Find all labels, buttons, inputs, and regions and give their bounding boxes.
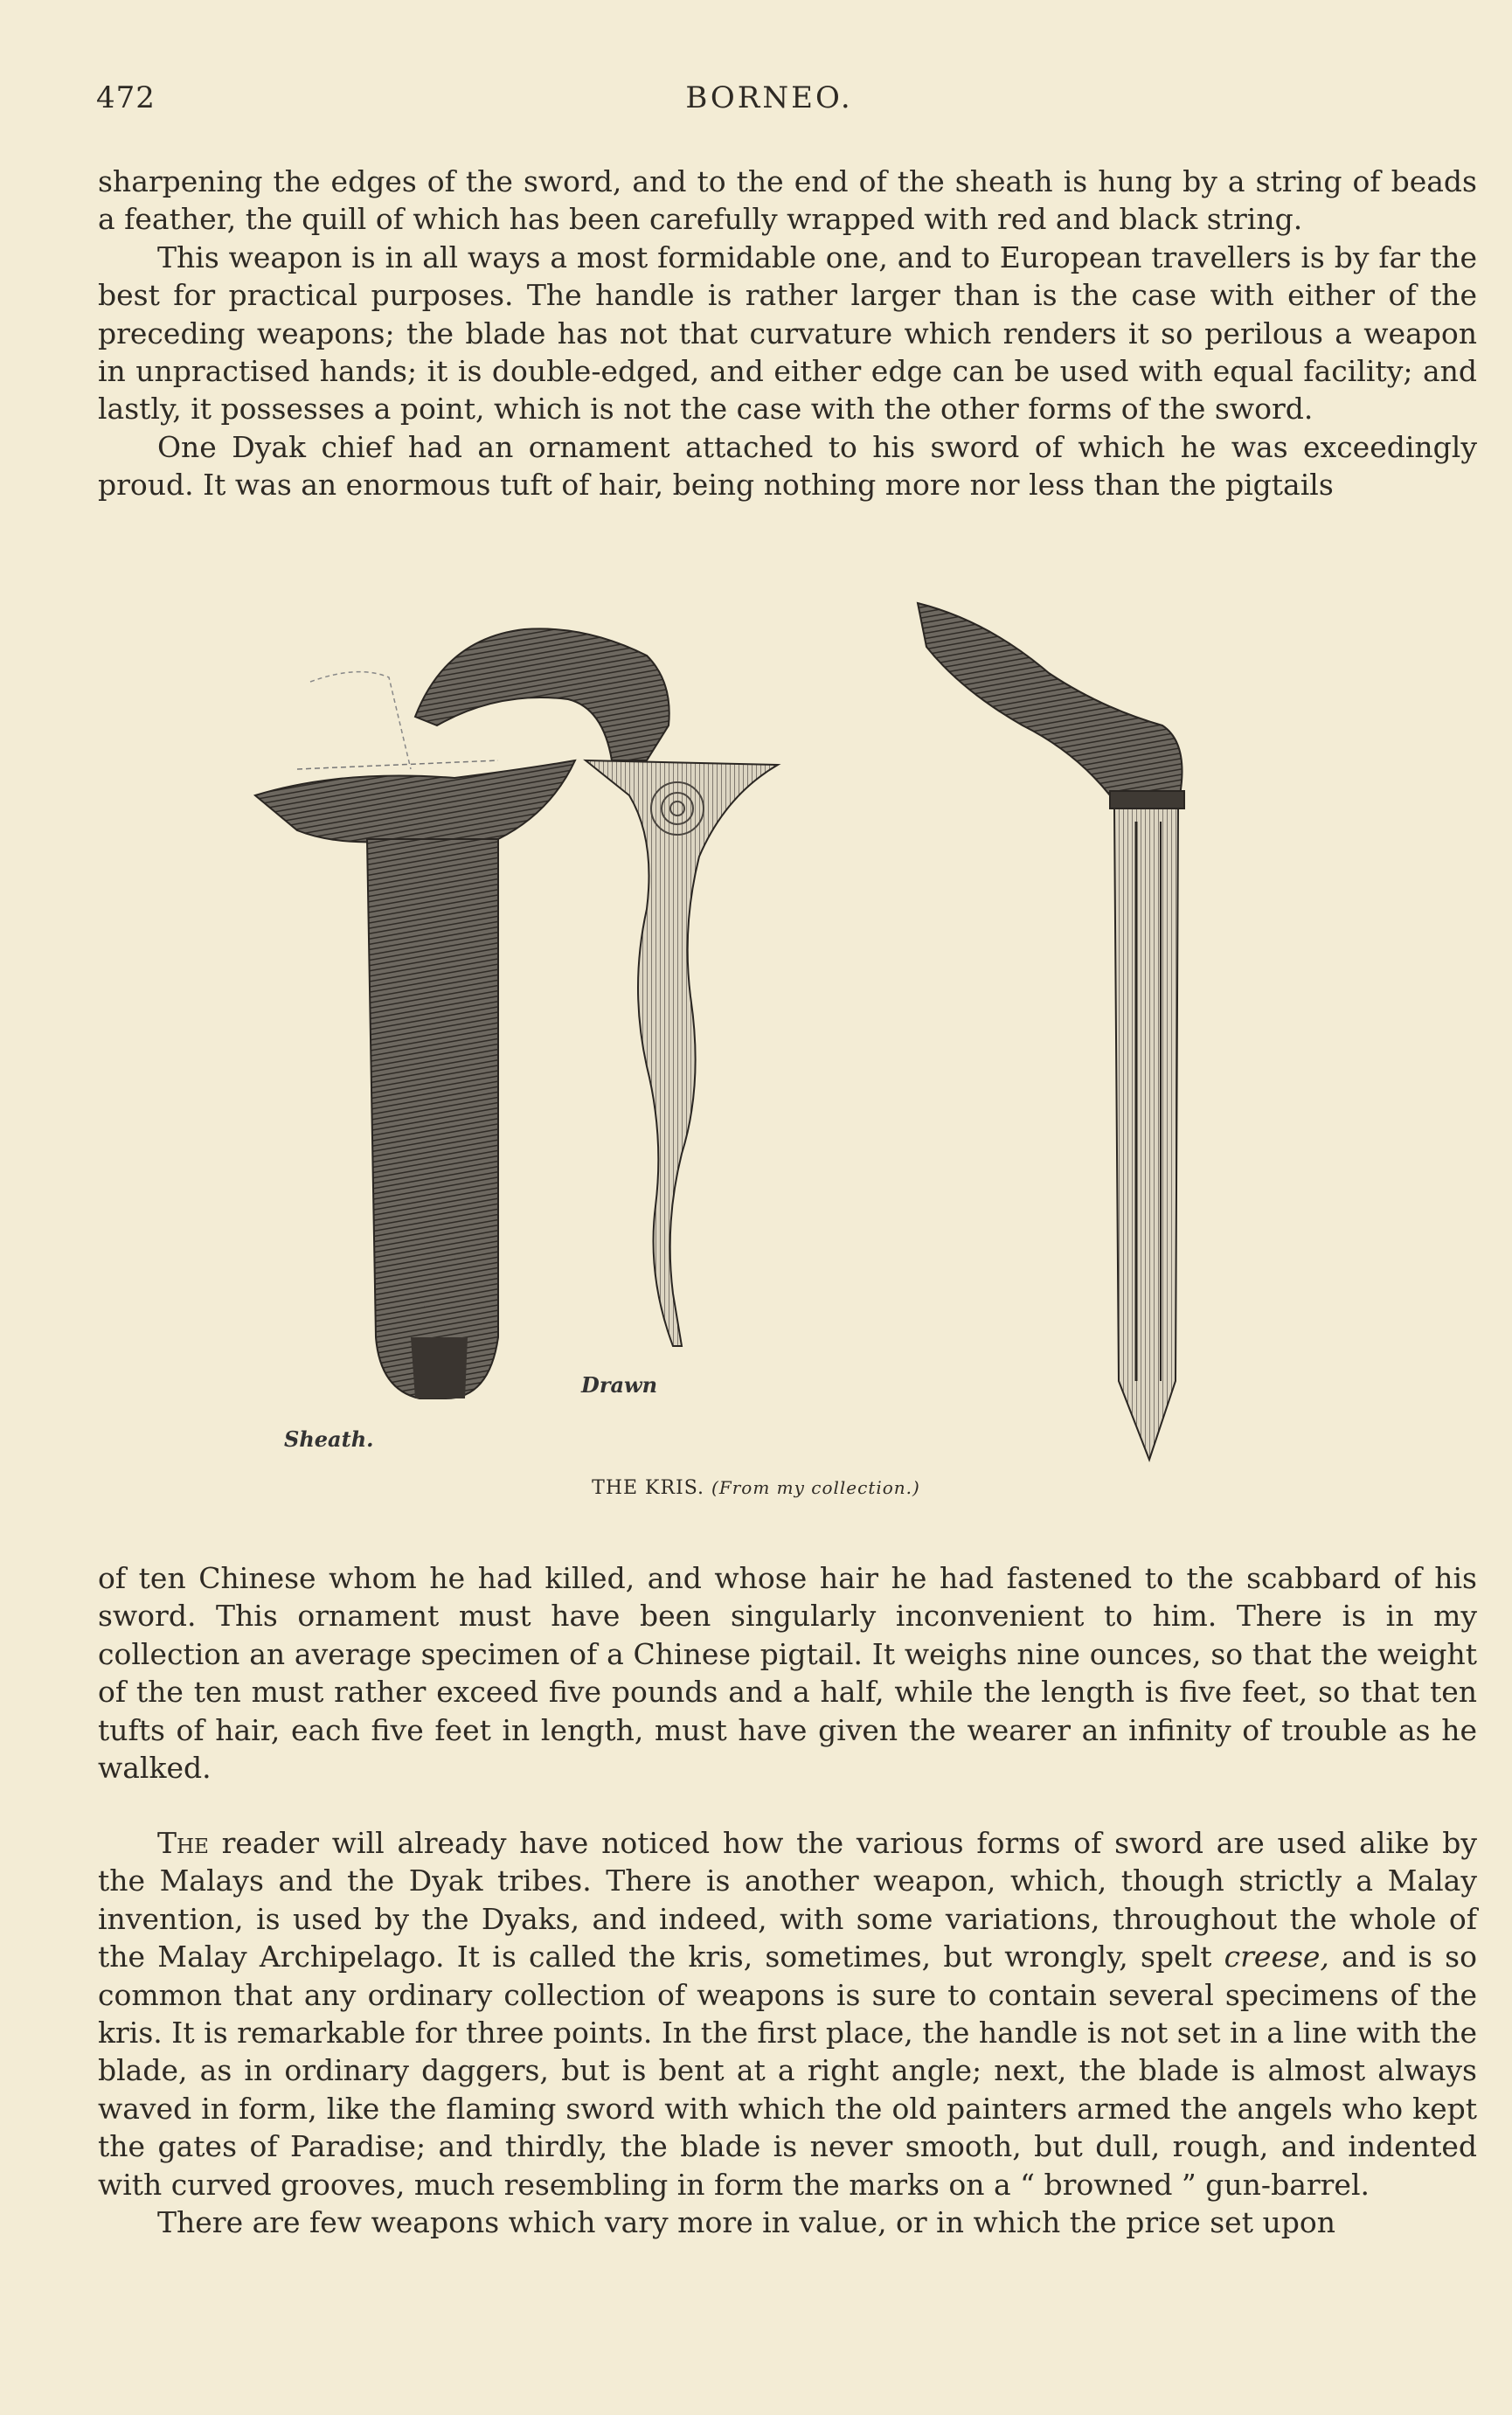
caption-title: THE KRIS. (592, 1477, 705, 1499)
figure-caption (0, 1477, 1512, 1499)
lead-word: The (157, 1826, 209, 1860)
kris-illustration (236, 594, 1346, 1521)
sheath-label: Sheath. (284, 1426, 374, 1452)
text-block-middle (98, 1559, 1477, 1787)
kris-side-view-drawing (918, 603, 1184, 1460)
paragraph: One Dyak chief had an ornament attached to his sword of which he was exceedingly proud. It was an enormous tuft of hair, being nothing more nor less than the pigtails (98, 429, 1477, 503)
paragraph (98, 1824, 1477, 2203)
italic-word: creese, (1224, 1940, 1329, 1974)
caption-note: (From my collection.) (711, 1477, 920, 1498)
text-block-bottom (98, 1824, 1477, 2241)
text-block-top (98, 163, 1477, 504)
page-number: 472 (96, 80, 156, 115)
paragraph-text: and is so common that any ordinary collection of weapons is sure to contain several specimens of the kris. It is remarkable for three points. In the first place, the handle is not set in a line with the blade, as in ordinary daggers, but is bent at a right angle; next, the blade is almost always waved in form, like the flaming sword with which the old painters armed the angels who kept the gates of Paradise; and thirdly, the blade is never smooth, but dull, rough, and indented with curved grooves, much resembling in form the marks on a “ browned ” gun-barrel. (98, 1940, 1477, 2202)
paragraph-text: reader will already have noticed how the various forms of sword are used alike by the Malays and the Dyak tribes. There is another weapon, which, though strictly a Malay invention, is used by the Dyaks, and indeed, with some variations, throughout the whole of the Malay Archipelago. It is called the kris, sometimes, but wrongly, spelt (98, 1826, 1477, 1974)
running-title: BORNEO. (685, 80, 853, 115)
paragraph: sharpening the edges of the sword, and to the end of the sheath is hung by a string of beads a feather, the quill of which has been carefully wrapped with red and black string. (98, 164, 1477, 237)
drawn-label: Drawn (581, 1372, 658, 1398)
paragraph: There are few weapons which vary more in value, or in which the price set upon (157, 2205, 1335, 2240)
paragraph: of ten Chinese whom he had killed, and whose hair he had fastened to the scabbard of his sword. This ornament must have been singularly inconvenient to him. There is in my collection an average specimen of a Chinese pigtail. It weighs nine ounces, so that the weight of the ten must rather exceed five pounds and a half, while the length is five feet, so that ten tufts of hair, each five feet in length, must have given the wearer an infinity of trouble as he walked. (98, 1561, 1477, 1786)
sheath-drawing (255, 672, 575, 1398)
running-header (96, 80, 1442, 124)
paragraph: This weapon is in all ways a most formidable one, and to European travellers is by far the best for practical purposes. The handle is rather larger than is the case with either of the preceding weapons; the blade has not that curvature which renders it so perilous a weapon in unpractised hands; it is double-edged, and either edge can be used with equal facility; and lastly, it possesses a point, which is not the case with the other forms of the sword. (98, 239, 1477, 427)
